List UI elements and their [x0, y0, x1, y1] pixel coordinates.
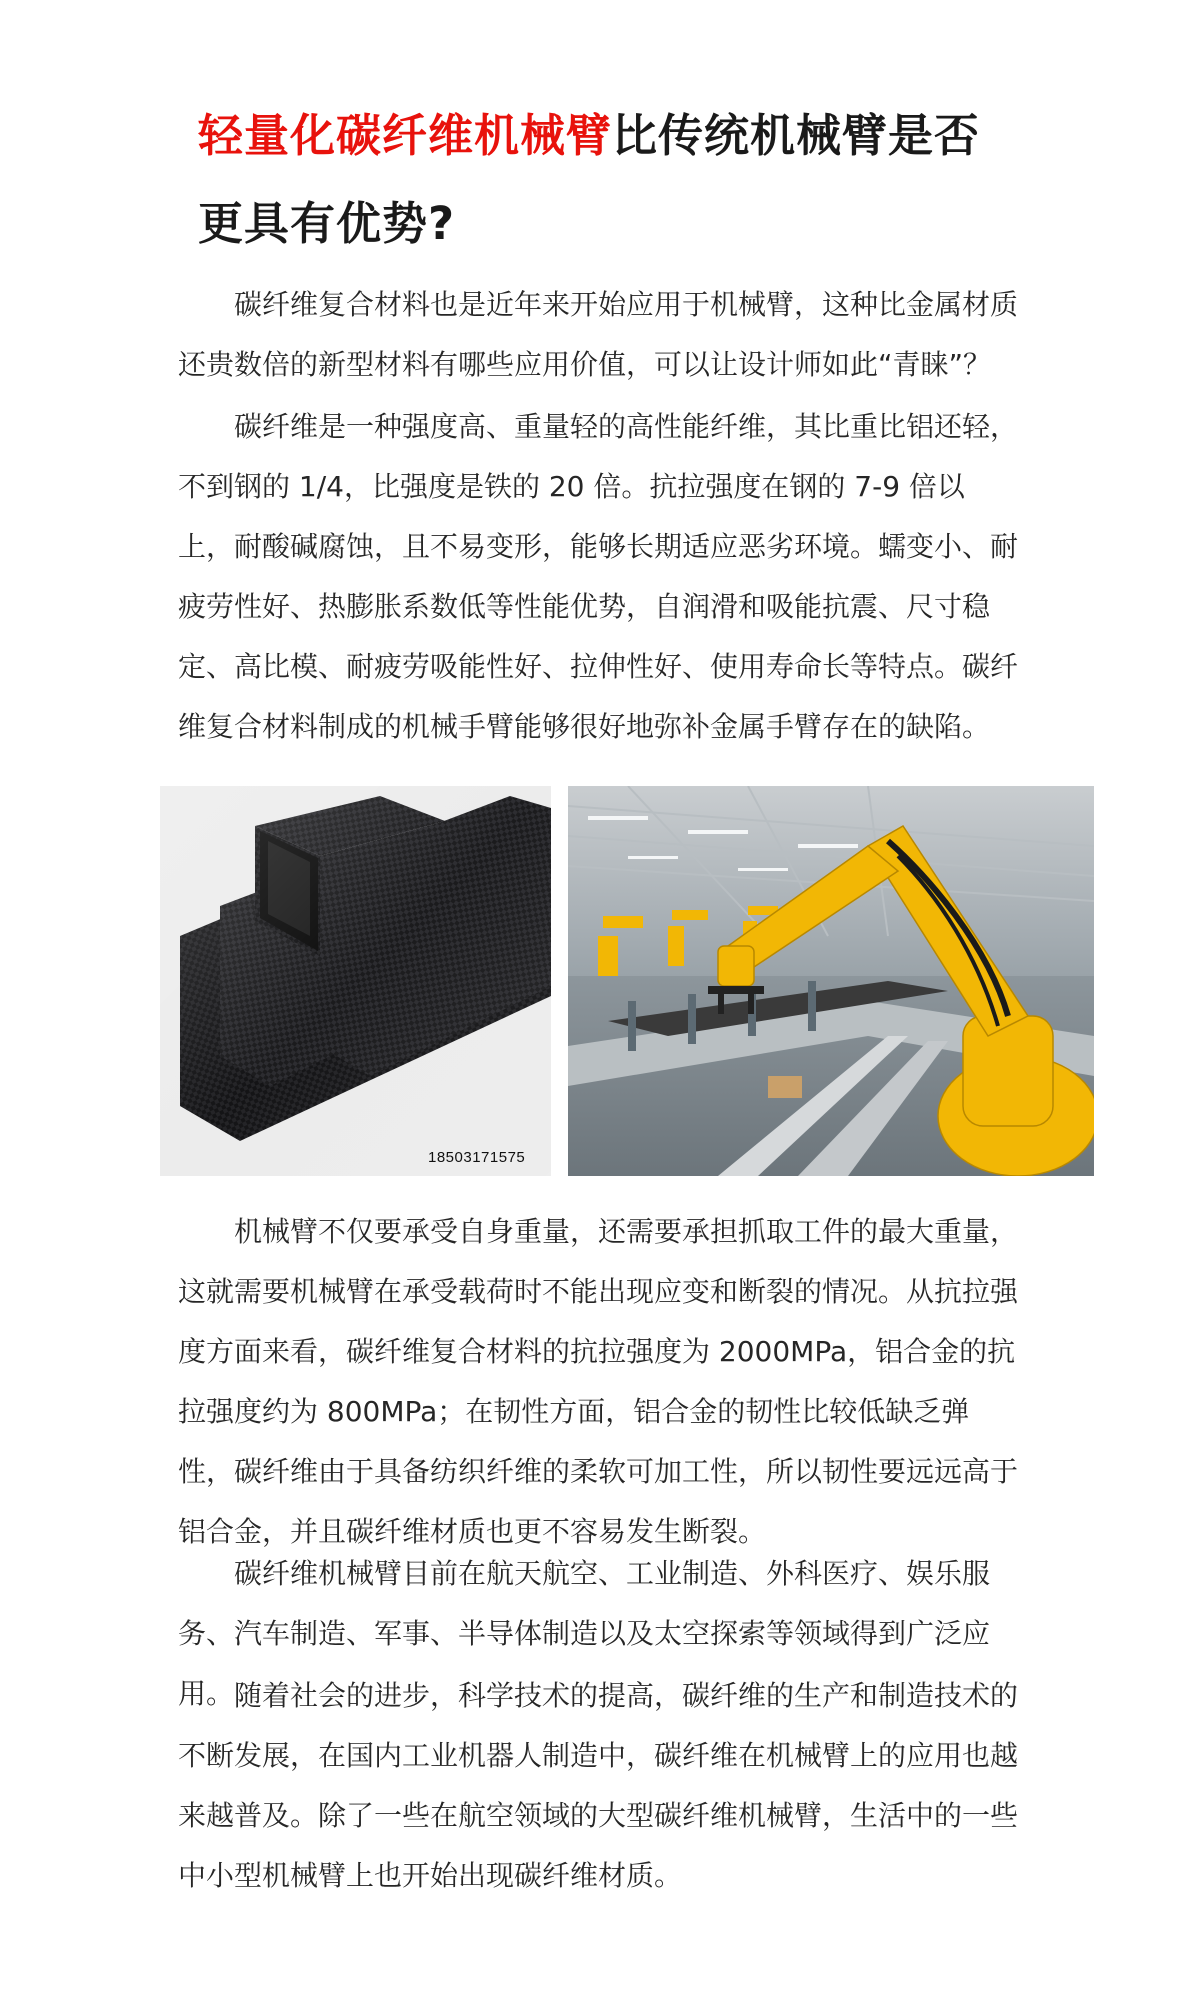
industrial-robot-arms-photo — [568, 786, 1094, 1176]
title-rest: 比传统机械臂是否更具有优势? — [198, 109, 981, 250]
paragraph-outlook: 随着社会的进步，科学技术的提高，碳纤维的生产和制造技术的不断发展，在国内工业机器人制造中，碳纤维在机械臂上的应用也越来越普及。除了一些在航空领域的大型碳纤维机械臂，生活中的一些中小型机械臂上也开始出现碳纤维材质。 — [178, 1679, 1019, 1892]
carbon-fiber-tubes-photo — [160, 786, 551, 1176]
paragraph-properties: 碳纤维是一种强度高、重量轻的高性能纤维，其比重比铝还轻，不到钢的 1/4，比强度是铁的 20 倍。抗拉强度在钢的 7-9 倍以上，耐酸碱腐蚀，且不易变形，能够长期适应恶劣环境。蠕变小、耐疲劳性好、热膨胀系数低等性能优势，自润滑和吸能抗震、尺寸稳定、高比模、耐疲劳吸能性好、拉伸性好、使用寿命长等特点。碳纤维复合材料制成的机械手臂能够很好地弥补金属手臂存在的缺陷。 — [178, 410, 1019, 743]
paragraph-applications: 碳纤维机械臂目前在航天航空、工业制造、外科医疗、娱乐服务、汽车制造、军事、半导体制造以及太空探索等领域得到广泛应用。 — [178, 1557, 991, 1710]
article-title — [198, 92, 1018, 268]
carbon-fiber-tubes-illustration — [160, 786, 551, 1176]
paragraph-strength: 机械臂不仅要承受自身重量，还需要承担抓取工件的最大重量，这就需要机械臂在承受载荷时不能出现应变和断裂的情况。从抗拉强度方面来看，碳纤维复合材料的抗拉强度为 2000MPa，铝合金的抗拉强度约为 800MPa；在韧性方面，铝合金的韧性比较低缺乏弹性，碳纤维由于具备纺织纤维的柔软可加工性，所以韧性要远远高于铝合金，并且碳纤维材质也更不容易发生断裂。 — [178, 1215, 1019, 1548]
phone-number-caption: 18503171575 — [428, 1149, 526, 1166]
paragraph-intro: 碳纤维复合材料也是近年来开始应用于机械臂，这种比金属材质还贵数倍的新型材料有哪些应用价值，可以让设计师如此“青睐”？ — [178, 288, 1019, 381]
title-highlight: 轻量化碳纤维机械臂 — [198, 109, 613, 162]
factory-robot-illustration — [568, 786, 1094, 1176]
